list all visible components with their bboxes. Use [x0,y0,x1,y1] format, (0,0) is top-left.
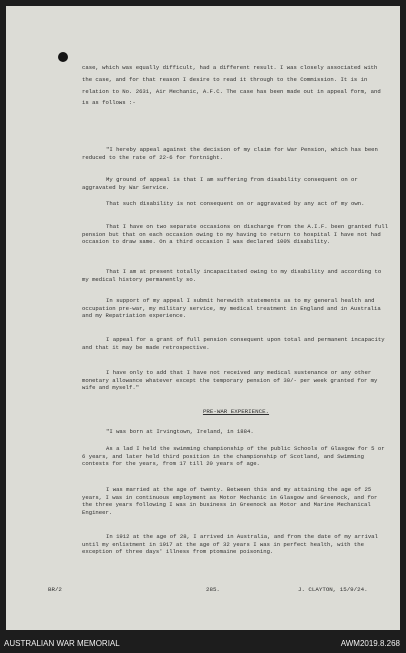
footer-code: BR/2 [48,586,62,593]
prewar-paragraph: As a lad I held the swimming championship of the public Schools of Glasgow for 5 or 6 years, and later held third position in the championship of Scotland, and Swimming contests for the years, from 17 till 20 years of age. [82,445,385,468]
prewar-paragraph: I was married at the age of twenty. Between this and my attaining the age of 25 years, I was in continuous employment as Motor Mechanic in Glasgow and Greenock, and for the three years following I was in business in Greenock as Motor and Marine Mechanical Engineer. [82,486,378,516]
appeal-paragraph: That I have on two separate occasions on discharge from the A.I.F. been granted full pension but that on each occasion owing to my having to return to hospital I have not had occasion to draw same. On a third occasion I was declared 100% disability. [82,223,388,246]
archive-caption: AUSTRALIAN WAR MEMORIAL [4,639,120,648]
appeal-paragraph: My ground of appeal is that I am suffering from disability consequent on or aggravated by War Service. [82,176,358,191]
signature-line: J. CLAYTON, 15/9/24. [298,586,368,593]
punch-hole [58,52,68,62]
prewar-paragraph: "I was born at Irvingtown, Ireland, in 1884. [106,428,254,435]
page-number: 285. [206,586,220,593]
appeal-paragraph: That I am at present totally incapacitated owing to my disability and according to my medical history permanently so. [82,268,382,283]
appeal-paragraph: I appeal for a grant of full pension consequent upon total and permanent incapacity and that it may be made retrospective. [82,336,385,351]
opening-paragraph: case, which was equally difficult, had a different result. I was closely associated with the case, and for that reason I desire to read it through to the Commission. It is in relation to No. 2631, Air Mechanic, A.F.C. The case has been made out in appeal form, and is as follows :- [82,64,381,107]
appeal-paragraph: "I hereby appeal against the decision of my claim for War Pension, which has been reduced to the rate of 22-6 for fortnight. [82,146,378,161]
appeal-paragraph: In support of my appeal I submit herewith statements as to my general health and occupation pre-war, my military service, my medical treatment in England and in Australia and my Repatriation experience. [82,297,381,320]
appeal-paragraph: I have only to add that I have not received any medical sustenance or any other monetary allowance whatever except the temporary pension of 30/- per week granted for my wife and myself." [82,369,378,392]
section-heading: PRE-WAR EXPERIENCE. [202,408,270,415]
appeal-paragraph: That such disability is not consequent on or aggravated by any act of my own. [106,200,365,207]
archive-reference: AWM2019.8.268 [340,639,400,648]
prewar-paragraph: In 1912 at the age of 28, I arrived in Australia, and from the date of my arrival until my enlistment in 1917 at the age of 32 years I was in perfect health, with the exception of three days' illness from ptomaine poisoning. [82,533,378,556]
